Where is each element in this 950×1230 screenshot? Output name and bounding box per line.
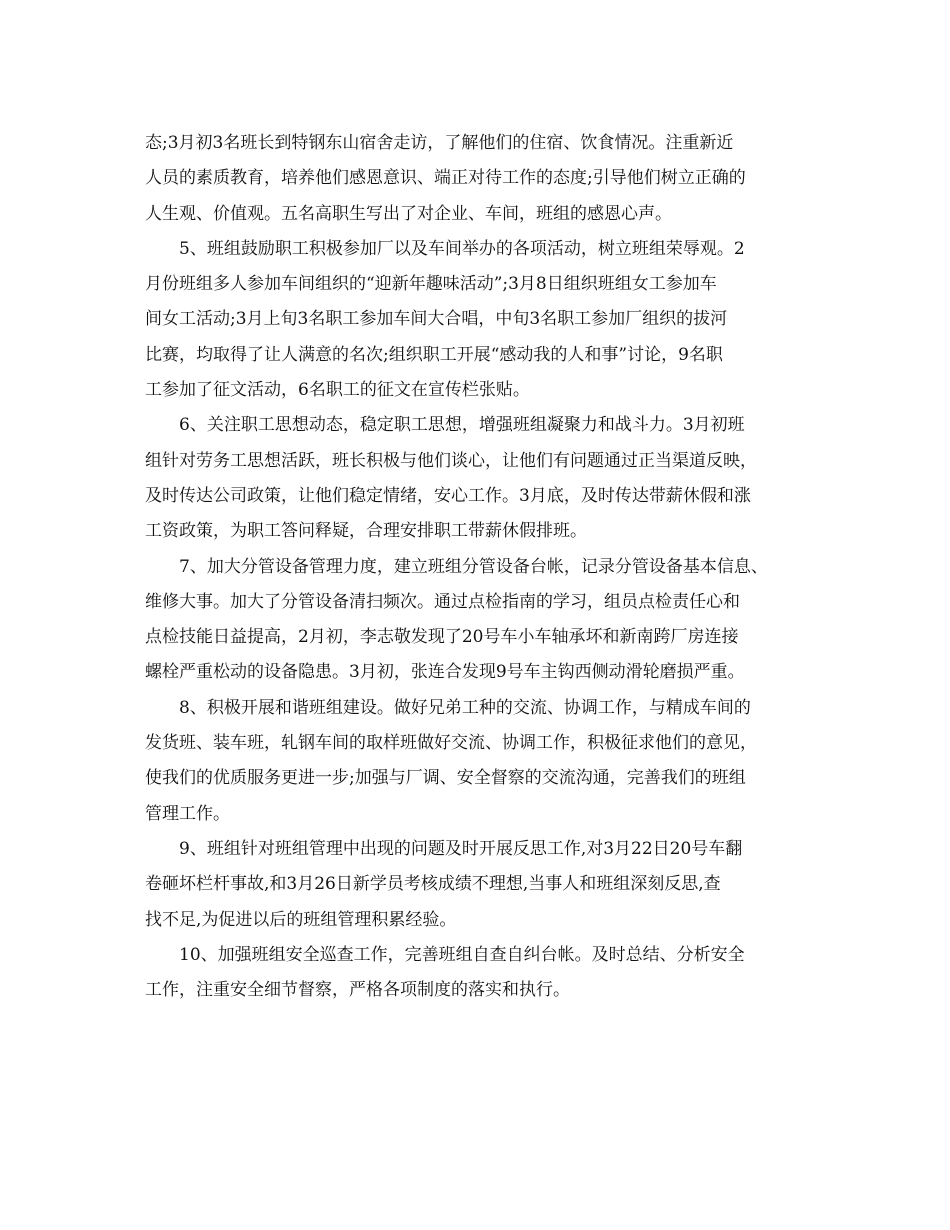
paragraph-item-9 bbox=[145, 832, 815, 938]
text-line: 5、班组鼓励职工积极参加厂以及车间举办的各项活动，树立班组荣辱观。2 bbox=[179, 238, 745, 259]
text-line: 发货班、装车班，轧钢车间的取样班做好交流、协调工作，积极征求他们的意见， bbox=[145, 733, 757, 754]
text-line: 10、加强班组安全巡查工作，完善班组自查自纠台帐。及时总结、分析安全 bbox=[179, 944, 745, 965]
text-line: 组针对劳务工思想活跃，班长积极与他们谈心，让他们有问题通过正当渠道反映， bbox=[145, 450, 757, 471]
text-line: 7、加大分管设备管理力度，建立班组分管设备台帐，记录分管设备基本信息、 bbox=[179, 556, 768, 577]
text-line: 6、关注职工思想动态，稳定职工思想，增强班组凝聚力和战斗力。3月初班 bbox=[179, 415, 745, 436]
paragraph-item-6 bbox=[145, 408, 815, 549]
paragraph-item-8 bbox=[145, 691, 815, 832]
text-line: 及时传达公司政策，让他们稳定情绪，安心工作。3月底，及时传达带薪休假和涨 bbox=[145, 485, 751, 506]
text-line: 比赛，均取得了让人满意的名次;组织职工开展“感动我的人和事”讨论，9名职 bbox=[145, 344, 723, 365]
text-line: 月份班组多人参加车间组织的“迎新年趣味活动”;3月8日组织班组女工参加车 bbox=[145, 274, 717, 295]
paragraph-continuation bbox=[145, 126, 815, 232]
document-body bbox=[145, 126, 815, 1008]
text-line: 工作，注重安全细节督察，严格各项制度的落实和执行。 bbox=[145, 980, 570, 1001]
paragraph-item-10 bbox=[145, 938, 815, 1009]
text-line: 维修大事。加大了分管设备清扫频次。通过点检指南的学习，组员点检责任心和 bbox=[145, 591, 740, 612]
text-line: 点检技能日益提高，2月初，李志敬发现了20号车小车轴承坏和新南跨厂房连接 bbox=[145, 627, 739, 648]
text-line: 卷砸坏栏杆事故,和3月26日新学员考核成绩不理想,当事人和班组深刻反思,查 bbox=[145, 874, 721, 895]
text-line: 态;3月初3名班长到特钢东山宿舍走访，了解他们的住宿、饮食情况。注重新近 bbox=[145, 133, 734, 153]
text-line: 使我们的优质服务更进一步;加强与厂调、安全督察的交流沟通，完善我们的班组 bbox=[145, 768, 746, 789]
text-line: 找不足,为促进以后的班组管理积累经验。 bbox=[145, 909, 457, 930]
text-line: 工参加了征文活动，6名职工的征文在宣传栏张贴。 bbox=[145, 380, 530, 401]
paragraph-item-5 bbox=[145, 232, 815, 408]
text-line: 间女工活动;3月上旬3名职工参加车间大合唱，中旬3名职工参加厂组织的拔河 bbox=[145, 309, 728, 330]
text-line: 9、班组针对班组管理中出现的问题及时开展反思工作,对3月22日20号车翻 bbox=[179, 838, 743, 859]
paragraph-item-7 bbox=[145, 550, 815, 691]
text-line: 工资政策，为职工答问释疑，合理安排职工带薪休假排班。 bbox=[145, 521, 587, 542]
text-line: 人生观、价值观。五名高职生写出了对企业、车间，班组的感恩心声。 bbox=[145, 203, 672, 224]
text-line: 8、积极开展和谐班组建设。做好兄弟工种的交流、协调工作，与精成车间的 bbox=[179, 697, 751, 718]
text-line: 螺栓严重松动的设备隐患。3月初，张连合发现9号车主钩西侧动滑轮磨损严重。 bbox=[145, 662, 745, 683]
text-line: 人员的素质教育，培养他们感恩意识、端正对待工作的态度;引导他们树立正确的 bbox=[145, 168, 746, 189]
text-line: 管理工作。 bbox=[145, 803, 230, 824]
